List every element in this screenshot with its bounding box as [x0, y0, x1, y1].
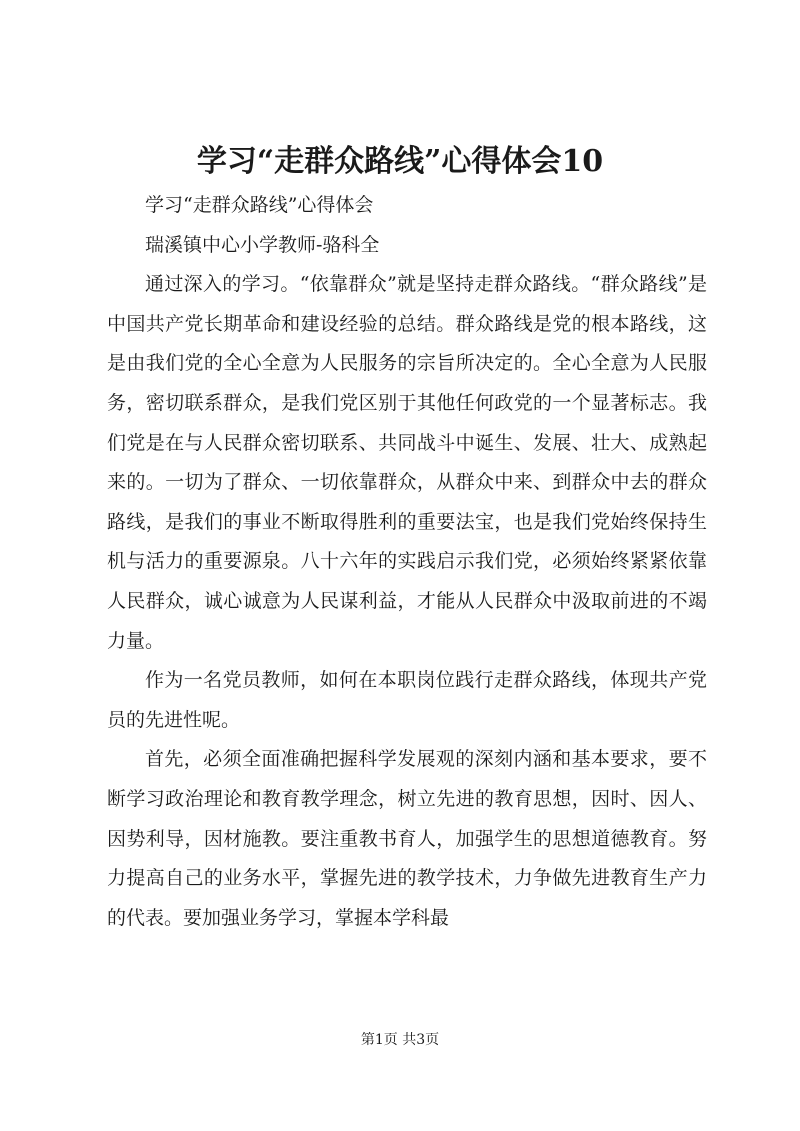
page-footer: 第1页 共3页: [360, 1032, 440, 1048]
subtitle-paragraph: 学习“走群众路线”心得体会: [145, 194, 374, 216]
body-paragraph: 通过深入的学习。“依靠群众”就是坚持走群众路线。“群众路线”是中国共产党长期革命和建设经验的总结。群众路线是党的根本路线，这是由我们党的全心全意为人民服务的宗旨所决定的。全心全意为人民服务，密切联系群众，是我们党区别于其他任何政党的一个显著标志。我们党是在与人民群众密切联系、共同战斗中诞生、发展、壮大、成熟起来的。一切为了群众、一切依靠群众，从群众中来、到群众中去的群众路线，是我们的事业不断取得胜利的重要法宝，也是我们党始终保持生机与活力的重要源泉。八十六年的实践启示我们党，必须始终紧紧依靠人民群众，诚心诚意为人民谋利益，才能从人民群众中汲取前进的不竭力量。: [107, 273, 707, 652]
document-title: 学习“走群众路线”心得体会10: [196, 144, 604, 179]
document-body: [107, 186, 707, 938]
author-paragraph: 瑞溪镇中心小学教师-骆科全: [145, 233, 380, 256]
body-paragraph: 作为一名党员教师，如何在本职岗位践行走群众路线，体现共产党员的先进性呢。: [107, 669, 707, 731]
body-paragraph: 首先，必须全面准确把握科学发展观的深刻内涵和基本要求，要不断学习政治理论和教育教学理念，树立先进的教育思想，因时、因人、因势利导，因材施教。要注重教书育人，加强学生的思想道德教育。努力提高自己的业务水平，掌握先进的教学技术，力争做先进教育生产力的代表。要加强业务学习，掌握本学科最: [107, 748, 707, 929]
